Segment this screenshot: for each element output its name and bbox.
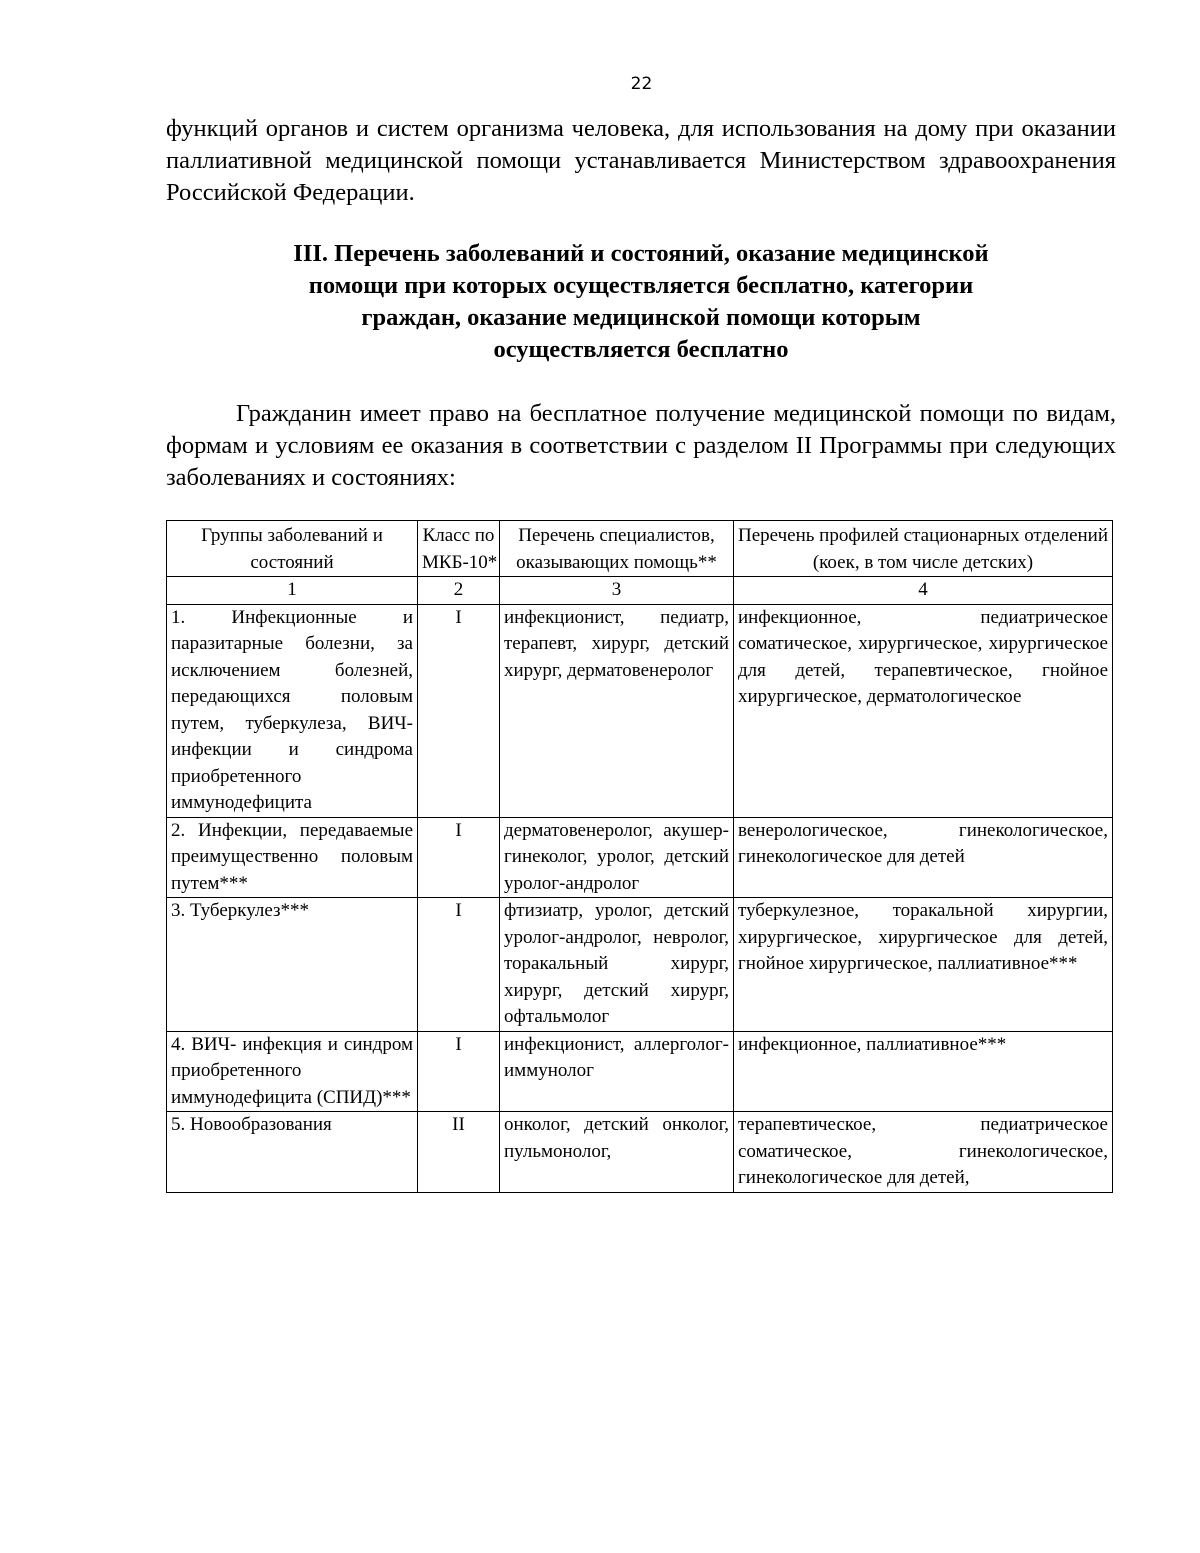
- table-row: [167, 1112, 1113, 1193]
- column-number: 2: [418, 577, 500, 605]
- cell-ward-profiles: инфекционное, паллиативное***: [734, 1031, 1113, 1112]
- cell-icd-class: I: [418, 817, 500, 898]
- table-row: [167, 817, 1113, 898]
- table-column-number-row: [167, 577, 1113, 605]
- section-heading-line: граждан, оказание медицинской помощи которым: [361, 304, 921, 331]
- cell-disease-group: 4. ВИЧ- инфекция и синдром приобретенного иммунодефицита (СПИД)***: [167, 1031, 418, 1112]
- intro-paragraph: Гражданин имеет право на бесплатное получение медицинской помощи по видам, формам и условиям ее оказания в соответствии с разделом II Программы при следующих заболеваниях и состояниях:: [166, 400, 1116, 491]
- header-ward-profiles: Перечень профилей стационарных отделений (коек, в том числе детских): [734, 521, 1113, 577]
- section-heading-line: помощи при которых осуществляется бесплатно, категории: [308, 272, 974, 299]
- column-number: 1: [167, 577, 418, 605]
- header-disease-groups: Группы заболеваний и состояний: [167, 521, 418, 577]
- section-heading-line: осуществляется бесплатно: [493, 336, 789, 363]
- cell-ward-profiles: терапевтическое, педиатрическое соматическое, гинекологическое, гинекологическое для детей,: [734, 1112, 1113, 1193]
- cell-disease-group: 2. Инфекции, передаваемые преимущественно половым путем***: [167, 817, 418, 898]
- header-icd-class: Класс по МКБ-10*: [418, 521, 500, 577]
- cell-disease-group: 5. Новообразования: [167, 1112, 418, 1193]
- section-heading: [166, 238, 1116, 366]
- diseases-table: [166, 520, 1113, 1193]
- section-heading-line: III. Перечень заболеваний и состояний, оказание медицинской: [293, 240, 989, 267]
- cell-specialists: инфекционист, аллерголог-иммунолог: [500, 1031, 734, 1112]
- table-row: [167, 1031, 1113, 1112]
- table-row: [167, 604, 1113, 817]
- cell-icd-class: I: [418, 604, 500, 817]
- cell-ward-profiles: инфекционное, педиатрическое соматическое, хирургическое, хирургическое для детей, терапевтическое, гнойное хирургическое, дерматологическое: [734, 604, 1113, 817]
- column-number: 3: [500, 577, 734, 605]
- cell-specialists: онколог, детский онколог, пульмонолог,: [500, 1112, 734, 1193]
- page-number: 22: [630, 74, 653, 94]
- column-number: 4: [734, 577, 1113, 605]
- continuation-paragraph: функций органов и систем организма человека, для использования на дому при оказании паллиативной медицинской помощи устанавливается Министерством здравоохранения Российской Федерации.: [166, 115, 1116, 206]
- cell-ward-profiles: венерологическое, гинекологическое, гинекологическое для детей: [734, 817, 1113, 898]
- header-specialists: Перечень специалистов, оказывающих помощь**: [500, 521, 734, 577]
- cell-disease-group: 1. Инфекционные и паразитарные болезни, за исключением болезней, передающихся половым путем, туберкулеза, ВИЧ-инфекции и синдрома приобретенного иммунодефицита: [167, 604, 418, 817]
- cell-ward-profiles: туберкулезное, торакальной хирургии, хирургическое, хирургическое для детей, гнойное хирургическое, паллиативное***: [734, 898, 1113, 1032]
- cell-icd-class: I: [418, 898, 500, 1032]
- table-header-row: [167, 521, 1113, 577]
- cell-icd-class: II: [418, 1112, 500, 1193]
- cell-specialists: инфекционист, педиатр, терапевт, хирург, детский хирург, дерматовенеролог: [500, 604, 734, 817]
- cell-specialists: дерматовенеролог, акушер-гинеколог, уролог, детский уролог-андролог: [500, 817, 734, 898]
- cell-icd-class: I: [418, 1031, 500, 1112]
- cell-disease-group: 3. Туберкулез***: [167, 898, 418, 1032]
- cell-specialists: фтизиатр, уролог, детский уролог-андролог, невролог, торакальный хирург, хирург, детский хирург, офтальмолог: [500, 898, 734, 1032]
- table-row: [167, 898, 1113, 1032]
